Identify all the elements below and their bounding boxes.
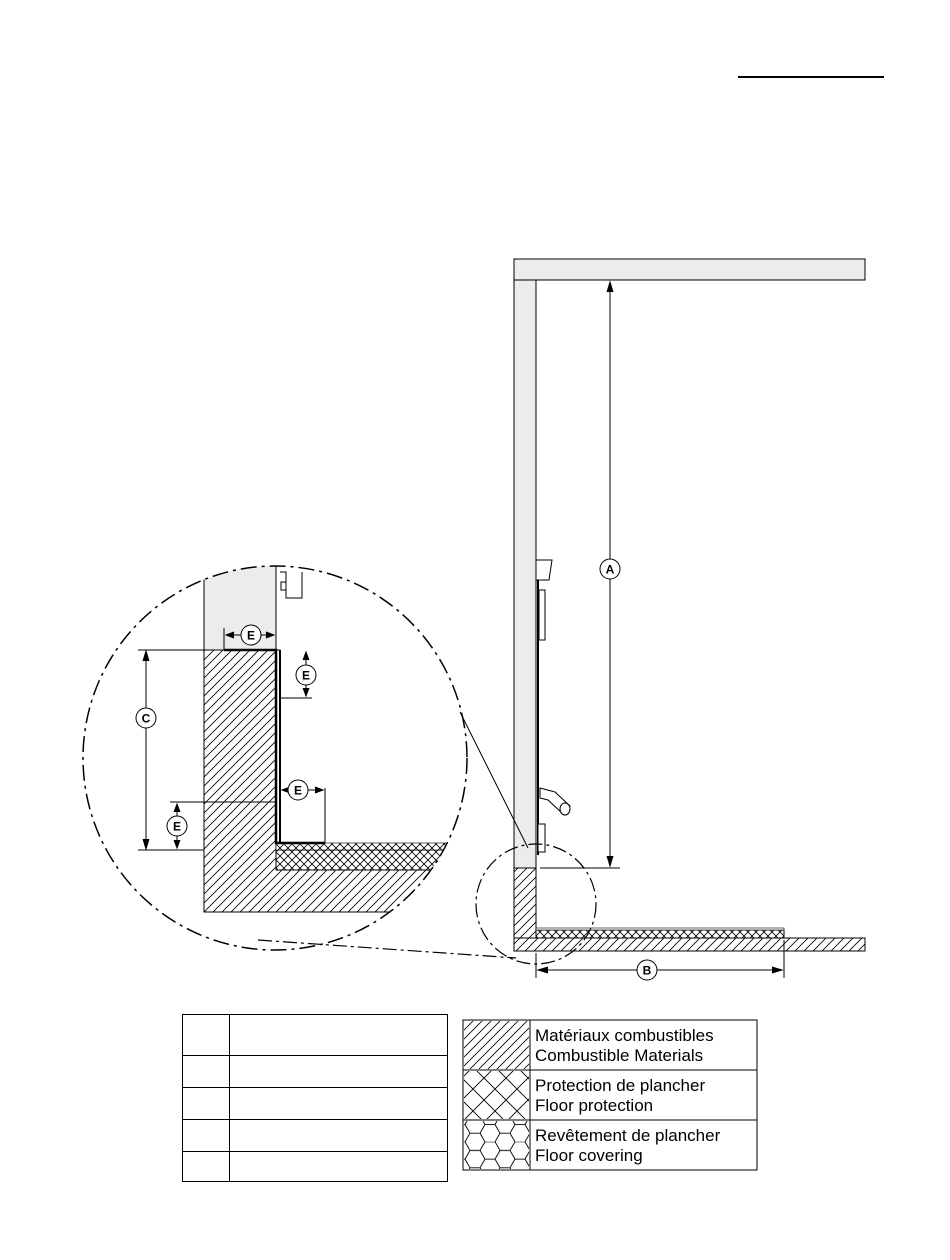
dimension-table (182, 1014, 448, 1182)
legend-2-line2: Floor protection (535, 1096, 654, 1115)
floor-protection (536, 930, 784, 938)
label-e-right: E (301, 668, 311, 683)
legend-swatch-crosshatch (464, 1071, 529, 1119)
legend-3-line1: Revêtement de plancher (535, 1126, 721, 1145)
floor-combustible (514, 938, 865, 951)
table-column-divider (229, 1015, 230, 1181)
table-row (183, 1087, 447, 1088)
ceiling (514, 259, 865, 280)
legend-1-line1: Matériaux combustibles (535, 1026, 714, 1045)
legend (463, 1020, 757, 1170)
wall (514, 280, 536, 868)
legend-3-line2: Floor covering (535, 1146, 643, 1165)
table-row (183, 1055, 447, 1056)
label-e-top: E (246, 628, 256, 643)
label-b: B (642, 963, 652, 978)
legend-swatch-hexagon (464, 1121, 529, 1169)
table-row (183, 1151, 447, 1152)
legend-2-line1: Protection de plancher (535, 1076, 706, 1095)
connector-bottom (258, 940, 516, 958)
label-e-mid: E (293, 783, 303, 798)
label-e-left: E (172, 819, 182, 834)
label-a: A (605, 562, 615, 577)
wall-heater (536, 560, 570, 855)
legend-swatch-hatch (464, 1021, 529, 1069)
detail-view (204, 560, 470, 912)
legend-1-line2: Combustible Materials (535, 1046, 704, 1065)
main-view (476, 259, 865, 980)
floor-covering (536, 928, 784, 930)
label-c: C (141, 711, 151, 726)
table-row (183, 1119, 447, 1120)
